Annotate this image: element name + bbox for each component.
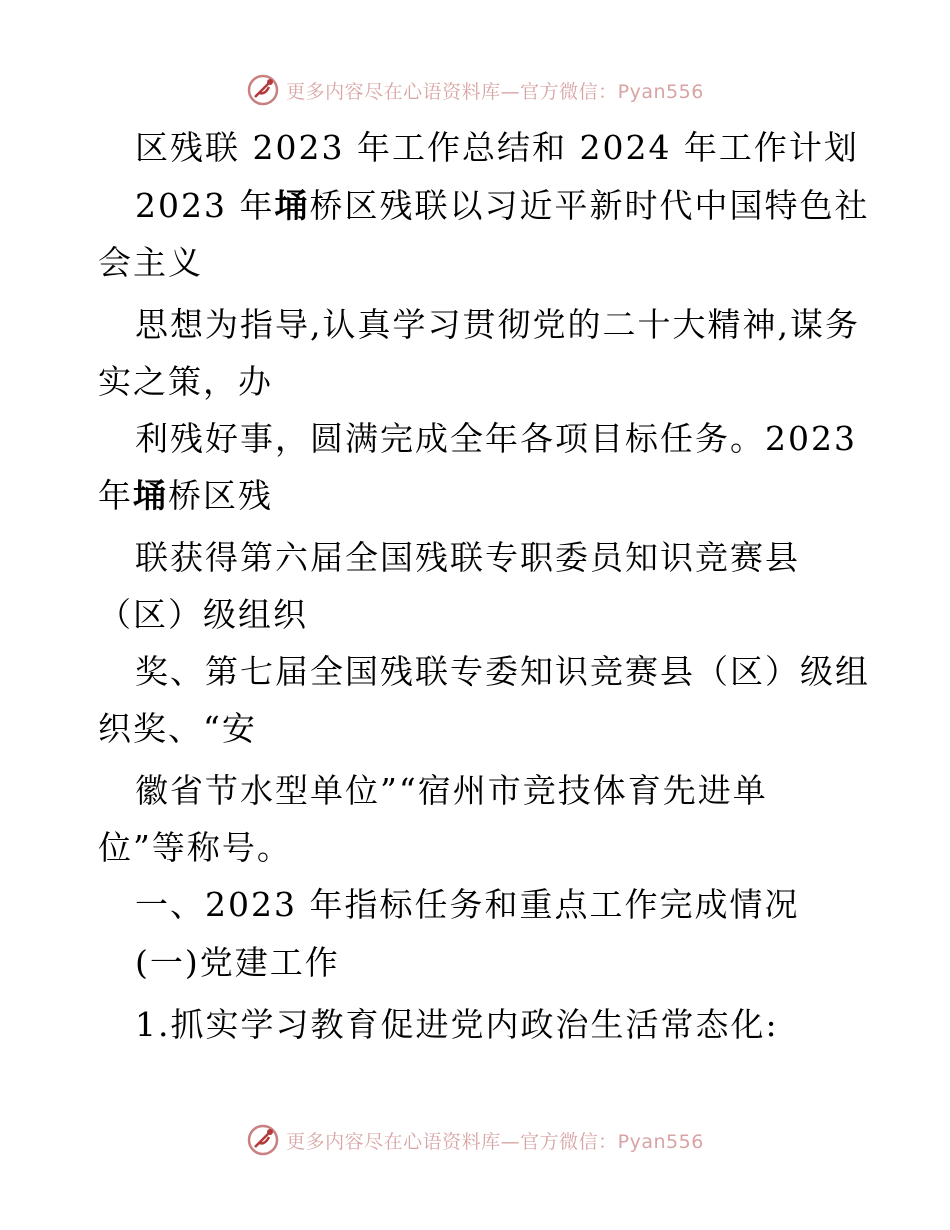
paragraph-line: 奖、第七届全国残联专委知识竞赛县（区）级组 <box>135 652 870 691</box>
paragraph-line <box>98 476 273 516</box>
subsection-heading: (一)党建工作 <box>135 943 340 982</box>
paragraph-line: 实之策，办 <box>98 362 273 401</box>
paragraph-line <box>135 186 869 226</box>
watermark-footer <box>0 1120 950 1160</box>
text-span-bold: 埇 <box>274 186 310 225</box>
text-span: 桥区残联以习近平新时代中国特色社 <box>309 186 870 225</box>
paragraph-line: 利残好事，圆满完成全年各项目标任务。2023 <box>135 419 857 458</box>
logo-icon <box>246 1123 280 1157</box>
watermark-header <box>0 70 950 110</box>
watermark-text: 更多内容尽在心语资料库—官方微信：Pyan556 <box>286 1130 704 1153</box>
paragraph-line: 位”等称号。 <box>98 828 292 867</box>
text-span: 2023 年 <box>135 186 275 225</box>
section-heading: 一、2023 年指标任务和重点工作完成情况 <box>135 885 800 924</box>
paragraph-line: 徽省节水型单位”“宿州市竞技体育先进单 <box>135 771 768 810</box>
item-heading: 1.抓实学习教育促进党内政治生活常态化: <box>135 1005 779 1044</box>
text-span-bold: 埇 <box>133 476 168 515</box>
doc-title: 区残联 2023 年工作总结和 2024 年工作计划 <box>135 128 859 167</box>
paragraph-line: 联获得第六届全国残联专职委员知识竞赛县 <box>135 538 800 577</box>
paragraph-line: 会主义 <box>98 243 203 282</box>
paragraph-line: 思想为指导,认真学习贯彻党的二十大精神,谋务 <box>135 305 860 344</box>
watermark-text: 更多内容尽在心语资料库—官方微信：Pyan556 <box>286 80 704 103</box>
logo-icon <box>246 73 280 107</box>
paragraph-line: （区）级组织 <box>98 595 308 634</box>
text-span: 桥区残 <box>168 476 273 515</box>
paragraph-line: 织奖、“安 <box>98 709 257 748</box>
text-span: 年 <box>98 476 133 515</box>
